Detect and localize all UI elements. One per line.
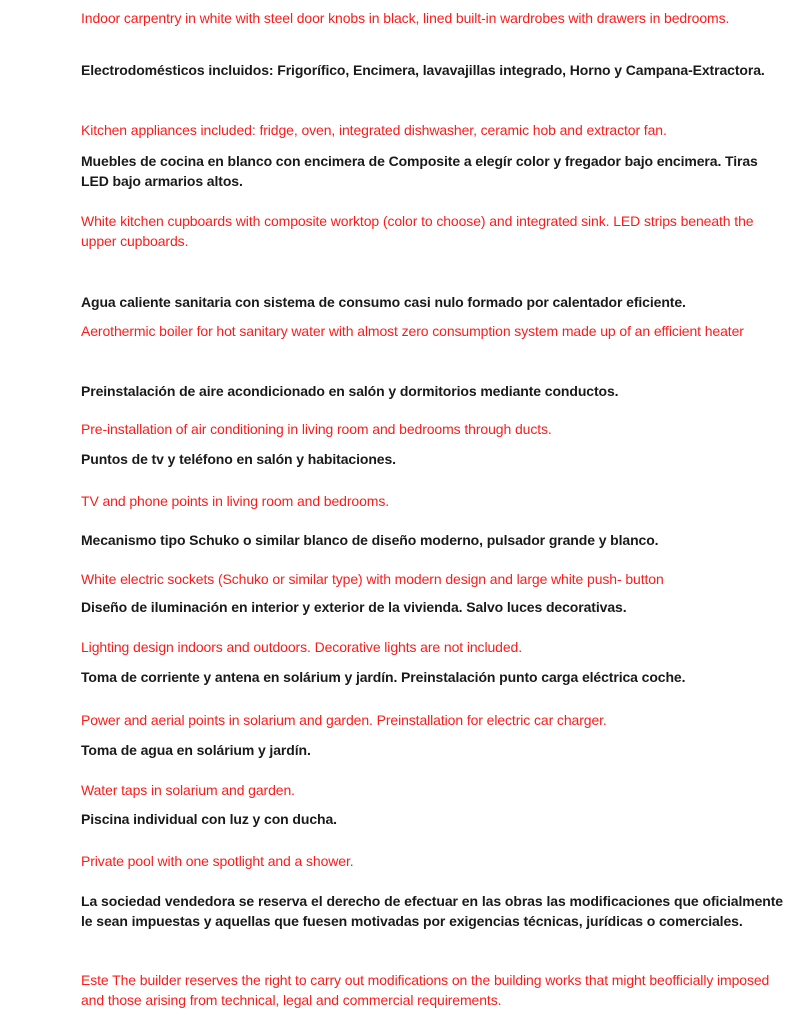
paragraph-es-muebles-cocina: Muebles de cocina en blanco con encimera de Composite a elegír color y fregador bajo encimera. Tiras LED bajo armarios altos. — [81, 153, 758, 189]
paragraph-en-air-conditioning: Pre-installation of air conditioning in living room and bedrooms through ducts. — [81, 421, 552, 437]
paragraph-en-tv-phone: TV and phone points in living room and bedrooms. — [81, 493, 390, 509]
paragraph-en-water-taps: Water taps in solarium and garden. — [81, 782, 295, 798]
paragraph-es-mecanismo-schuko: Mecanismo tipo Schuko o similar blanco de diseño moderno, pulsador grande y blanco. — [81, 532, 659, 548]
paragraph-en-lighting: Lighting design indoors and outdoors. Decorative lights are not included. — [81, 639, 522, 655]
paragraph-en-aerothermic-boiler: Aerothermic boiler for hot sanitary water with almost zero consumption system made up of an efficient heater — [81, 323, 744, 339]
paragraph-en-electric-sockets: White electric sockets (Schuko or similar type) with modern design and large white push- button — [81, 571, 664, 587]
paragraph-es-puntos-tv: Puntos de tv y teléfono en salón y habitaciones. — [81, 451, 396, 467]
paragraph-es-electrodomesticos: Electrodomésticos incluidos: Frigorífico, Encimera, lavavajillas integrado, Horno y Campana-Extractora. — [81, 62, 765, 78]
paragraph-es-aire-acondicionado: Preinstalación de aire acondicionado en salón y dormitorios mediante conductos. — [81, 383, 619, 399]
paragraph-es-toma-agua: Toma de agua en solárium y jardín. — [81, 742, 311, 758]
paragraph-en-kitchen-appliances: Kitchen appliances included: fridge, oven, integrated dishwasher, ceramic hob and extractor fan. — [81, 122, 667, 138]
paragraph-en-private-pool: Private pool with one spotlight and a shower. — [81, 853, 354, 869]
paragraph-es-toma-corriente: Toma de corriente y antena en solárium y jardín. Preinstalación punto carga eléctrica coche. — [81, 669, 686, 685]
paragraph-en-power-aerial: Power and aerial points in solarium and garden. Preinstallation for electric car charger. — [81, 712, 607, 728]
paragraph-en-builder-rights: Este The builder reserves the right to carry out modifications on the building works that might beofficially imposed and those arising from technical, legal and commercial requirements. — [81, 972, 770, 1008]
paragraph-es-piscina: Piscina individual con luz y con ducha. — [81, 811, 337, 827]
paragraph-es-agua-caliente: Agua caliente sanitaria con sistema de consumo casi nulo formado por calentador eficiente. — [81, 294, 686, 310]
paragraph-es-iluminacion: Diseño de iluminación en interior y exterior de la vivienda. Salvo luces decorativas. — [81, 599, 627, 615]
paragraph-es-sociedad-vendedora: La sociedad vendedora se reserva el derecho de efectuar en las obras las modificaciones que oficialmente le sean impuestas y aquellas que fuesen motivadas por exigencias técnicas, jurídicas o comerciales. — [81, 893, 783, 929]
paragraph-en-carpentry: Indoor carpentry in white with steel door knobs in black, lined built-in wardrobes with drawers in bedrooms. — [81, 10, 730, 26]
paragraph-en-kitchen-cupboards: White kitchen cupboards with composite worktop (color to choose) and integrated sink. LED strips beneath the upper cupboards. — [81, 213, 754, 249]
